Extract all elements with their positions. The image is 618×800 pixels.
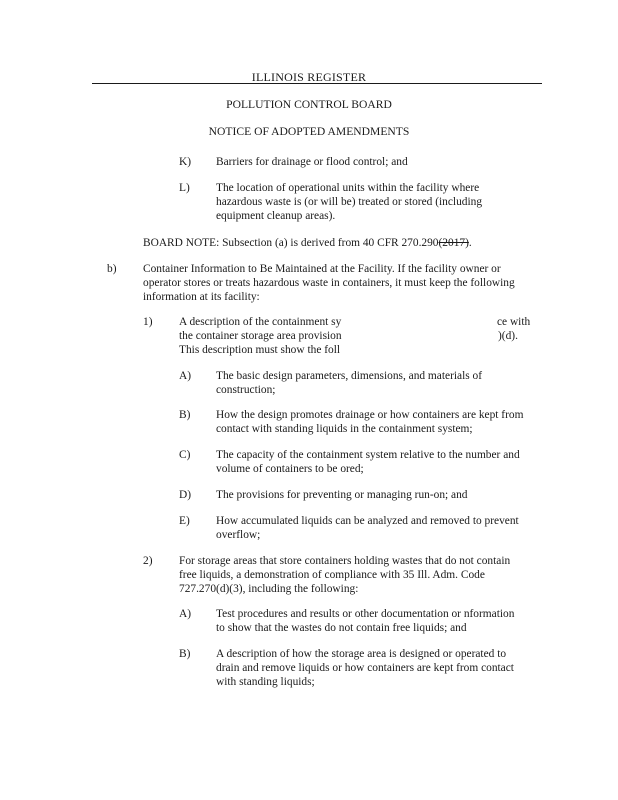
sub1-line: The capacity of the containment system relative to the number and (216, 449, 520, 461)
item-1-line-left: the container storage area provision (179, 330, 342, 342)
sub2-line: Test procedures and results or other documentation or nformation (216, 608, 515, 620)
item-2-line: free liquids, a demonstration of compliance with 35 Ill. Adm. Code (179, 569, 485, 581)
board-note (143, 236, 472, 250)
item-1-line-left: A description of the containment sy (179, 316, 342, 328)
section-b-line: operator stores or treats hazardous waste in containers, it must keep the following (143, 277, 515, 289)
item-2-label: 2) (143, 555, 153, 567)
section-b-label: b) (107, 263, 117, 275)
sub1-line: The provisions for preventing or managing run-on; and (216, 489, 468, 501)
item-1-line: This description must show the foll (179, 344, 341, 356)
item-k-label: K) (179, 156, 192, 168)
sub1-line: overflow; (216, 529, 261, 541)
section-b-line: Container Information to Be Maintained at the Facility. If the facility owner or (143, 263, 501, 275)
board-note-struck-year: (2017) (438, 237, 469, 249)
sub2-label: A) (179, 608, 192, 620)
sub2-line: with standing liquids; (216, 676, 315, 688)
board-name: POLLUTION CONTROL BOARD (226, 98, 392, 111)
section-b-line: information at its facility: (143, 291, 260, 303)
sub1-label: B) (179, 409, 191, 421)
sub1-line: How the design promotes drainage or how containers are kept from (216, 409, 524, 421)
header-rule (92, 83, 542, 84)
item-l-line: equipment cleanup areas). (216, 210, 336, 222)
notice-title: NOTICE OF ADOPTED AMENDMENTS (208, 125, 410, 138)
item-1-line-right: )(d). (498, 330, 518, 342)
sub1-label: D) (179, 489, 192, 501)
sub1-line: The basic design parameters, dimensions, and materials of (216, 370, 483, 382)
sub1-line: volume of containers to be ored; (216, 463, 364, 475)
sub1-line: contact with standing liquids in the containment system; (216, 423, 473, 435)
board-note-end: . (468, 237, 472, 249)
register-title: ILLINOIS REGISTER (251, 70, 367, 84)
sub2-line: A description of how the storage area is designed or operated to (216, 648, 507, 660)
item-l-label: L) (179, 182, 190, 194)
item-k-text: Barriers for drainage or flood control; and (216, 156, 408, 168)
sub1-label: A) (179, 370, 192, 382)
board-note-text: BOARD NOTE: Subsection (a) is derived from 40 CFR 270.290 (143, 237, 439, 249)
sub1-line: construction; (216, 384, 276, 396)
sub2-label: B) (179, 648, 191, 660)
item-1-label: 1) (143, 316, 153, 328)
sub2-line: drain and remove liquids or how containers are kept from contact (216, 662, 514, 674)
item-l-line: hazardous waste is (or will be) treated or stored (including (216, 196, 483, 208)
sub1-label: E) (179, 515, 190, 527)
item-l-line: The location of operational units within the facility where (216, 182, 480, 194)
sub1-label: C) (179, 449, 191, 461)
item-2-line: 727.270(d)(3), including the following: (179, 583, 359, 595)
item-2-line: For storage areas that store containers holding wastes that do not contain (179, 555, 511, 567)
sub2-line: to show that the wastes do not contain free liquids; and (216, 622, 467, 634)
item-1-line-right: ce with (497, 316, 531, 328)
sub1-line: How accumulated liquids can be analyzed and removed to prevent (216, 515, 519, 527)
